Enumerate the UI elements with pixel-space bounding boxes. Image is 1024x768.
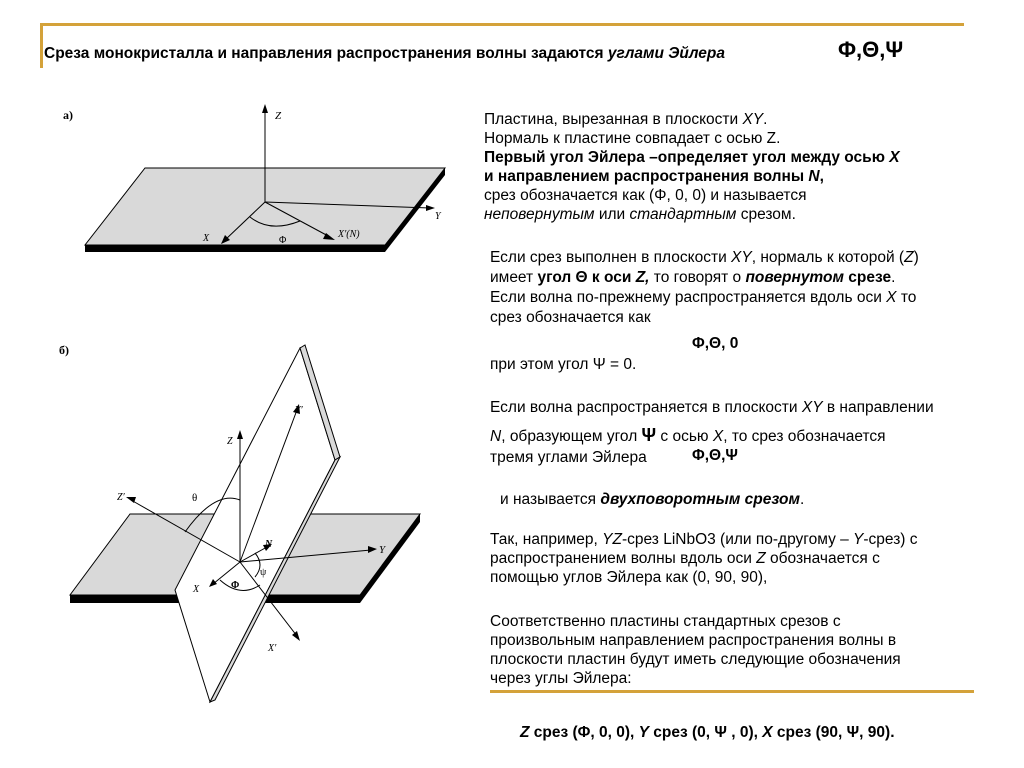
paragraph-3: Если волна распространяется в плоскости XY в направлении [490, 399, 934, 416]
fig-b-yp: Y′ [295, 405, 303, 416]
paragraph-3-line2: N, образующем угол Ψ с осью X, то срез обозначается [490, 425, 886, 445]
fig-a-y: Y [435, 211, 441, 222]
figure-a [55, 95, 465, 265]
paragraph-3-line3: тремя углами Эйлера [490, 449, 647, 466]
page-title: Среза монокристалла и направления распространения волны задаются углами Эйлера [44, 45, 725, 62]
top-rule [40, 23, 964, 26]
paragraph-2: Если срез выполнен в плоскости XY, нормаль к которой (Z) имеет угол Θ к оси Z, то говорят о повернутом срезе. Если волна по-прежнему распространяется вдоль оси X то срез обозначается как [490, 249, 919, 326]
fig-b-n: N [265, 539, 273, 550]
fig-b-label: б) [59, 343, 69, 357]
fig-b-psi: ψ [260, 567, 267, 578]
fig-b-xp: X′ [268, 643, 277, 654]
p2-psi-zero: при этом угол Ψ = 0. [490, 356, 637, 373]
title-angles: Φ,Θ,Ψ [838, 37, 904, 62]
fig-b-zp: Z′ [117, 492, 125, 503]
left-rule [40, 23, 43, 68]
fig-a-z: Z [275, 110, 282, 122]
fig-b-theta: θ [192, 492, 198, 504]
bottom-rule [490, 690, 974, 693]
fig-a-plate-edge [85, 245, 385, 252]
fig-a-x: X [203, 233, 210, 244]
fig-a-xn: X′(N) [338, 229, 360, 240]
fig-a-label: а) [63, 108, 73, 122]
figure-b [55, 340, 475, 720]
fig-b-phi: Φ [231, 580, 240, 591]
paragraph-3-line4: и называется двухповоротным срезом. [500, 491, 805, 508]
paragraph-5: Соответственно пластины стандартных срезов с произвольным направлением распространения волны в плоскости пластин будут иметь следующие обозначения через углы Эйлера: [490, 613, 901, 687]
p3-angles: Φ,Θ,Ψ [692, 447, 738, 464]
p2-angles: Φ,Θ, 0 [692, 335, 739, 352]
fig-b-x: X [193, 584, 200, 595]
paragraph-4: Так, например, YZ-срез LiNbO3 (или по-другому – Y-срез) с распространением волны вдоль оси Z обозначается с помощью углов Эйлера как (0, 90, 90), [490, 531, 918, 586]
fig-a-phi: Φ [279, 235, 287, 246]
fig-b-z: Z [227, 436, 233, 447]
euler-formula: Z срез (Φ, 0, 0), Y срез (0, Ψ , 0), X срез (90, Ψ, 90). [520, 724, 895, 741]
fig-b-y: Y [379, 544, 386, 556]
paragraph-1: Пластина, вырезанная в плоскости XY. Нормаль к пластине совпадает с осью Z. Первый угол Эйлера –определяет угол между осью X и направлением распространения волны N, срез обозначается как (Φ, 0, 0) и называется неповернутым или стандартным срезом. [484, 111, 900, 223]
